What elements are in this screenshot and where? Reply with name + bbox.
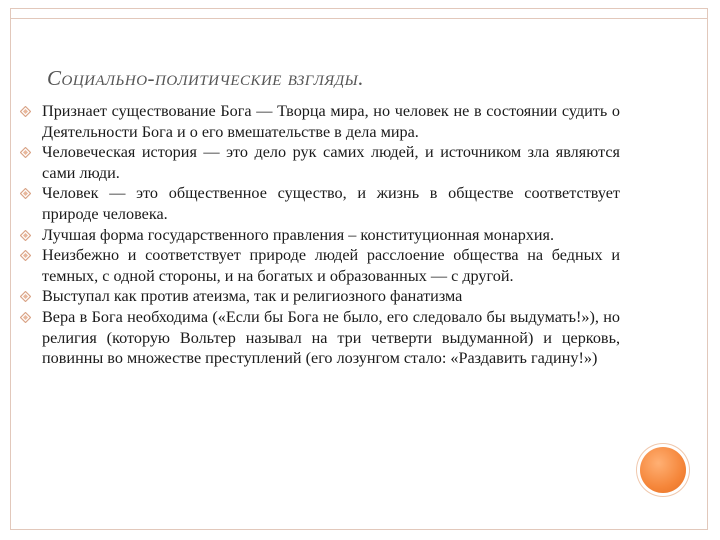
slide-frame-corner (639, 8, 708, 18)
bullet-item (20, 307, 620, 369)
bullet-text: Лучшая форма государственного правления – конституционная монархия. (42, 225, 555, 244)
bullet-text: Человек — это общественное существо, и жизнь в обществе соответствует природе человека. (42, 184, 620, 223)
diamond-bullet-icon (20, 250, 31, 261)
diamond-bullet-icon (20, 188, 31, 199)
diamond-bullet-icon (20, 230, 31, 241)
bullet-text: Неизбежно и соответствует природе людей расслоение общества на бедных и темных, с одной стороны, и на богатых и образованных — с другой. (42, 246, 620, 285)
bullet-text: Человеческая история — это дело рук самих людей, и источником зла являются сами люди. (42, 143, 620, 182)
bullet-text: Выступал как против атеизма, так и религиозного фанатизма (42, 287, 463, 306)
bullet-list (20, 101, 620, 369)
diamond-bullet-icon (20, 291, 31, 302)
bullet-item (20, 245, 620, 286)
bullet-item (20, 183, 620, 224)
bullet-text: Вера в Бога необходима («Если бы Бога не было, его следовало бы выдумать!»), но религия (которую Вольтер называл на три четверти выдуманной) и церковь, повинны во множестве преступлений (его лозунгом стало: «Раздавить гадину!») (42, 307, 620, 368)
decorative-orange-circle (640, 447, 686, 493)
bullet-text: Признает существование Бога — Творца мира, но человек не в состоянии судить о Деятельности Бога и о его вмешательстве в дела мира. (42, 102, 620, 141)
slide-title: Социально-политические взгляды. (47, 66, 364, 90)
bullet-item (20, 142, 620, 183)
bullet-item (20, 286, 620, 307)
bullet-item (20, 101, 620, 142)
diamond-bullet-icon (20, 106, 31, 117)
diamond-bullet-icon (20, 147, 31, 158)
bullet-item (20, 225, 620, 246)
diamond-bullet-icon (20, 312, 31, 323)
